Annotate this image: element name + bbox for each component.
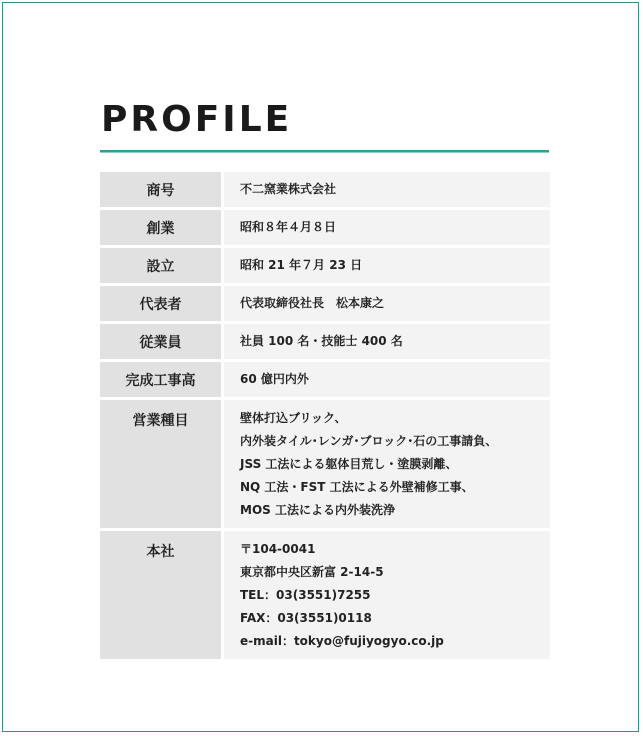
row-value: [223, 247, 551, 285]
value-line: JSS 工法による躯体目荒し・塗膜剥離、: [240, 457, 458, 471]
value-line: 社員 100 名・技能士 400 名: [240, 334, 403, 348]
value-line: 昭和 21 年７月 23 日: [240, 258, 363, 272]
value-line: 東京都中央区新富 2-14-5: [240, 565, 384, 579]
page-title: PROFILE: [101, 99, 293, 140]
value-line: 60 億円内外: [240, 372, 309, 386]
row-value: [223, 399, 551, 530]
row-value: [223, 172, 551, 209]
value-line: NQ 工法・FST 工法による外壁補修工事、: [240, 480, 474, 494]
row-value: [223, 530, 551, 660]
table-row: [100, 172, 550, 209]
row-value: [223, 323, 551, 361]
row-label: 完成工事高: [100, 361, 223, 399]
table-row: [100, 285, 550, 323]
row-label: 商号: [100, 172, 223, 209]
row-label: 設立: [100, 247, 223, 285]
value-line: 代表取締役社長 松本康之: [240, 296, 385, 310]
email-link[interactable]: e-mail：tokyo@fujiyogyo.co.jp: [240, 634, 444, 648]
table-row: [100, 530, 550, 660]
table-row: [100, 361, 550, 399]
table-row: [100, 323, 550, 361]
row-value: [223, 285, 551, 323]
table-row: [100, 399, 550, 530]
value-line: 昭和８年４月８日: [240, 220, 337, 234]
row-value: [223, 209, 551, 247]
row-label: 本社: [100, 530, 223, 660]
table-row: [100, 209, 550, 247]
value-line: MOS 工法による内外装洗浄: [240, 503, 395, 517]
value-line: 壁体打込ブリック、: [240, 411, 347, 425]
value-line: TEL：03(3551)7255: [240, 588, 371, 602]
row-label: 創業: [100, 209, 223, 247]
profile-table: [100, 172, 550, 659]
row-label: 従業員: [100, 323, 223, 361]
row-label: 営業種目: [100, 399, 223, 530]
value-line: 内外装タイル･レンガ･ブロック･石の工事請負、: [240, 434, 498, 448]
value-line: FAX：03(3551)0118: [240, 611, 372, 625]
value-line: 〒104-0041: [240, 542, 316, 556]
value-line: 不二窯業株式会社: [240, 182, 337, 196]
title-underline-shadow: [100, 152, 549, 153]
row-label: 代表者: [100, 285, 223, 323]
row-value: [223, 361, 551, 399]
table-row: [100, 247, 550, 285]
